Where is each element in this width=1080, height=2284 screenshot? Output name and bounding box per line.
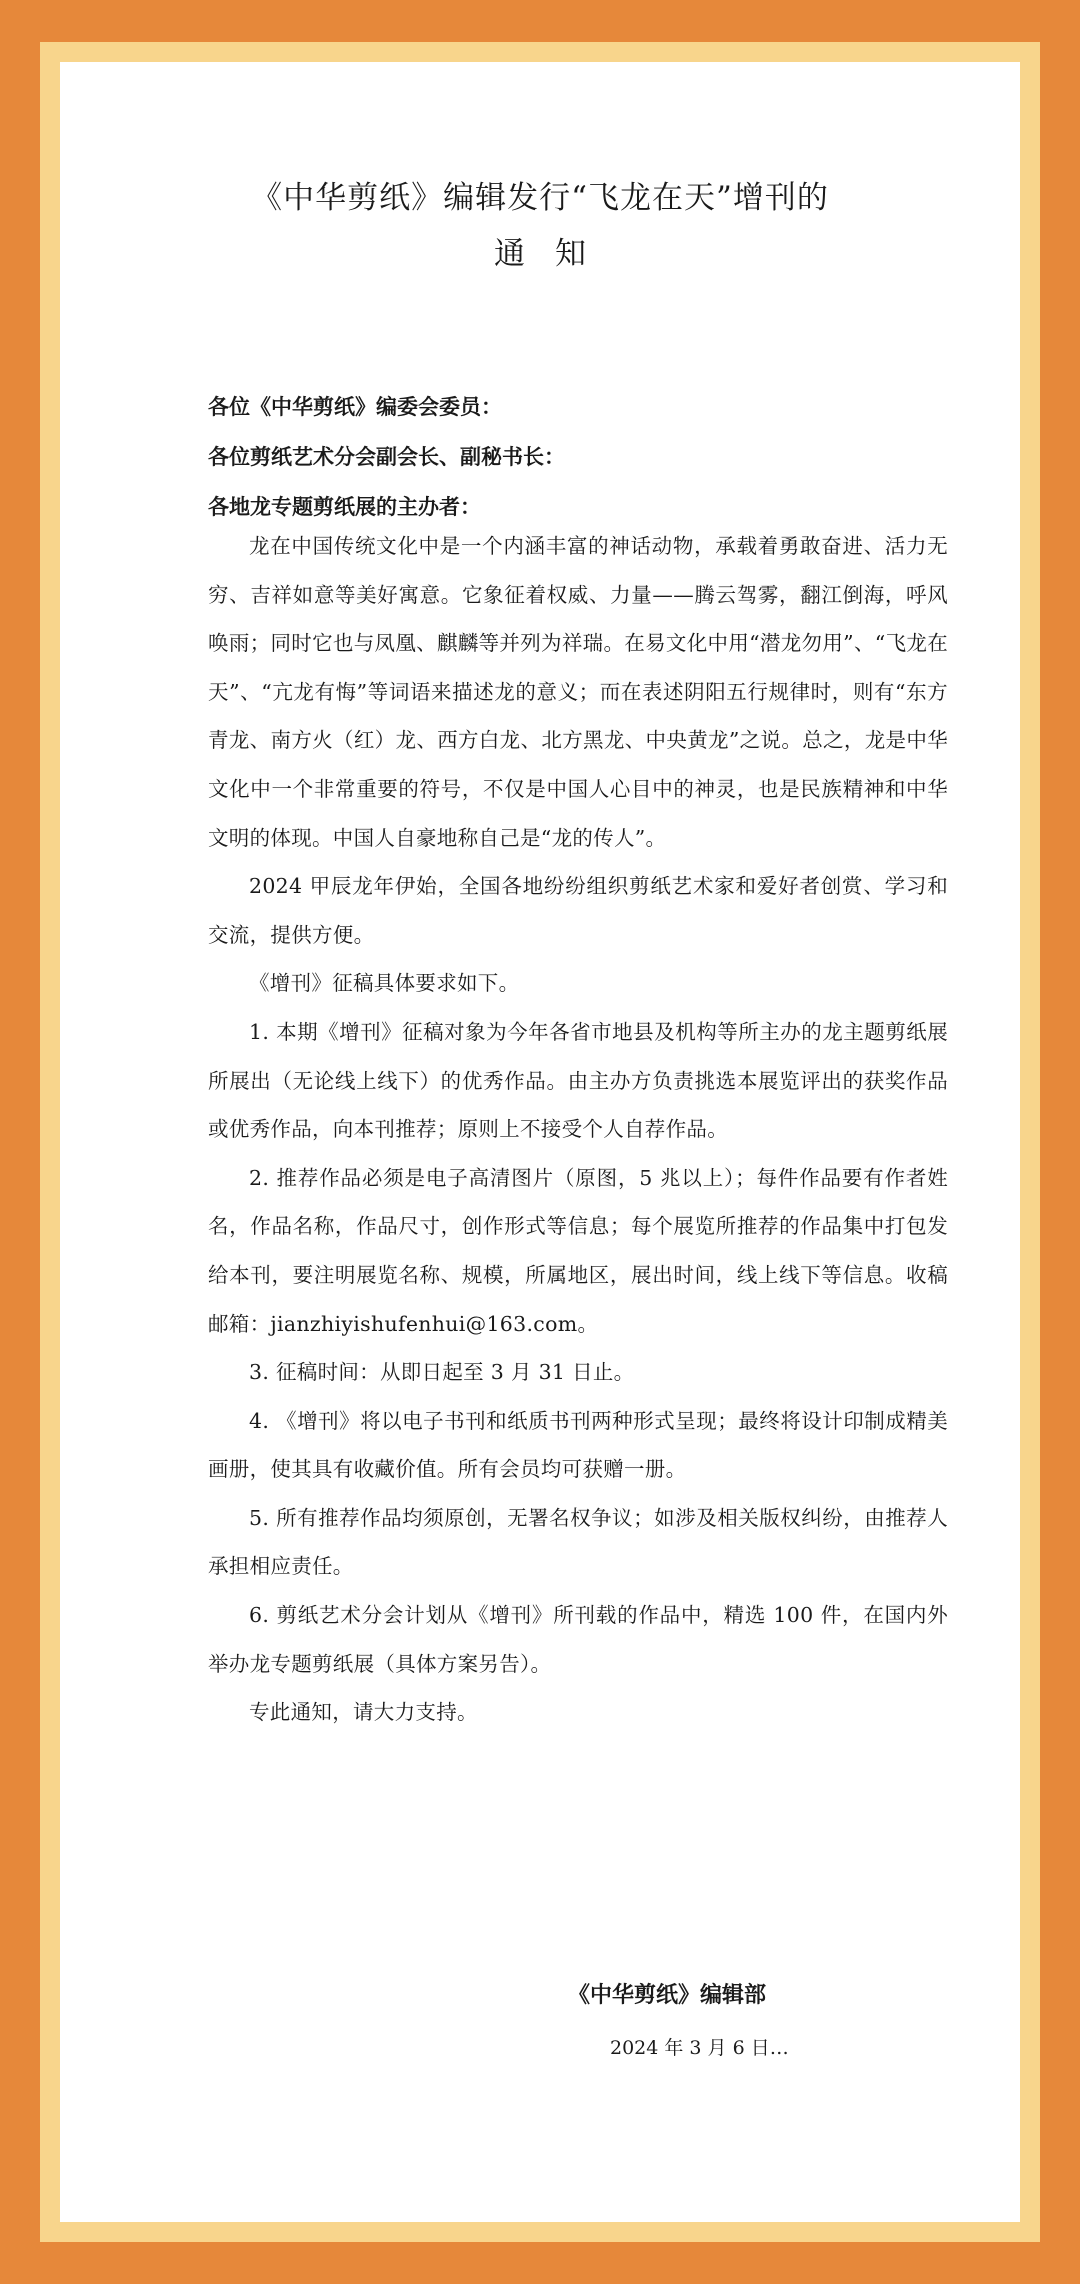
recipient-list	[208, 382, 948, 532]
paragraph-closing: 专此通知，请大力支持。	[249, 1700, 478, 1725]
paragraph-requirements-intro: 《增刊》征稿具体要求如下。	[249, 971, 520, 996]
notice-paper	[60, 62, 1020, 2222]
paragraph-requirement-1: 1. 本期《增刊》征稿对象为今年各省市地县及机构等所主办的龙主题剪纸展所展出（无论线上线下）的优秀作品。由主办方负责挑选本展览评出的获奖作品或优秀作品，向本刊推荐；原则上不接受个人自荐作品。	[208, 1019, 948, 1142]
document-title-notice: 通知	[494, 236, 616, 272]
document-title: 《中华剪纸》编辑发行“飞龙在天”增刊的	[251, 180, 829, 216]
paragraph-requirement-4: 4. 《增刊》将以电子书刊和纸质书刊两种形式呈现；最终将设计印制成精美画册，使其具有收藏价值。所有会员均可获赠一册。	[208, 1408, 948, 1482]
paragraph-requirement-3: 3. 征稿时间：从即日起至 3 月 31 日止。	[249, 1360, 635, 1385]
recipient-branch-leaders: 各位剪纸艺术分会副会长、副秘书长：	[208, 445, 565, 469]
paragraph-requirement-6: 6. 剪纸艺术分会计划从《增刊》所刊载的作品中，精选 100 件，在国内外举办龙专题剪纸展（具体方案另告）。	[208, 1603, 948, 1676]
paragraph-dragon-culture: 龙在中国传统文化中是一个内涵丰富的神话动物，承载着勇敢奋进、活力无穷、吉祥如意等美好寓意。它象征着权威、力量——腾云驾雾，翻江倒海，呼风唤雨；同时它也与凤凰、麒麟等并列为祥瑞。在易文化中用“潜龙勿用”、“飞龙在天”、“亢龙有悔”等词语来描述龙的意义；而在表述阴阳五行规律时，则有“东方青龙、南方火（红）龙、西方白龙、北方黑龙、中央黄龙”之说。总之，龙是中华文化中一个非常重要的符号，不仅是中国人心目中的神灵，也是民族精神和中华文明的体现。中国人自豪地称自己是“龙的传人”。	[208, 534, 948, 850]
recipient-editorial-committee: 各位《中华剪纸》编委会委员：	[208, 395, 502, 419]
signature-department: 《中华剪纸》编辑部	[568, 1983, 767, 2008]
notice-body	[208, 522, 948, 1737]
paragraph-requirement-2: 2. 推荐作品必须是电子高清图片（原图，5 兆以上）；每件作品要有作者姓名，作品名称，作品尺寸，创作形式等信息；每个展览所推荐的作品集中打包发给本刊，要注明展览名称、规模，所属地区，展出时间，线上线下等信息。收稿邮箱：jianzhiyishufenhui@163.com。	[208, 1165, 948, 1336]
recipient-exhibition-organizers: 各地龙专题剪纸展的主办者：	[208, 495, 481, 519]
paragraph-requirement-5: 5. 所有推荐作品均须原创，无署名权争议；如涉及相关版权纠纷，由推荐人承担相应责任。	[208, 1505, 948, 1579]
signature-date: 2024 年 3 月 6 日…	[610, 2037, 789, 2059]
paragraph-dragon-year: 2024 甲辰龙年伊始，全国各地纷纷组织剪纸艺术家和爱好者创赏、学习和交流，提供方便。	[208, 874, 948, 947]
